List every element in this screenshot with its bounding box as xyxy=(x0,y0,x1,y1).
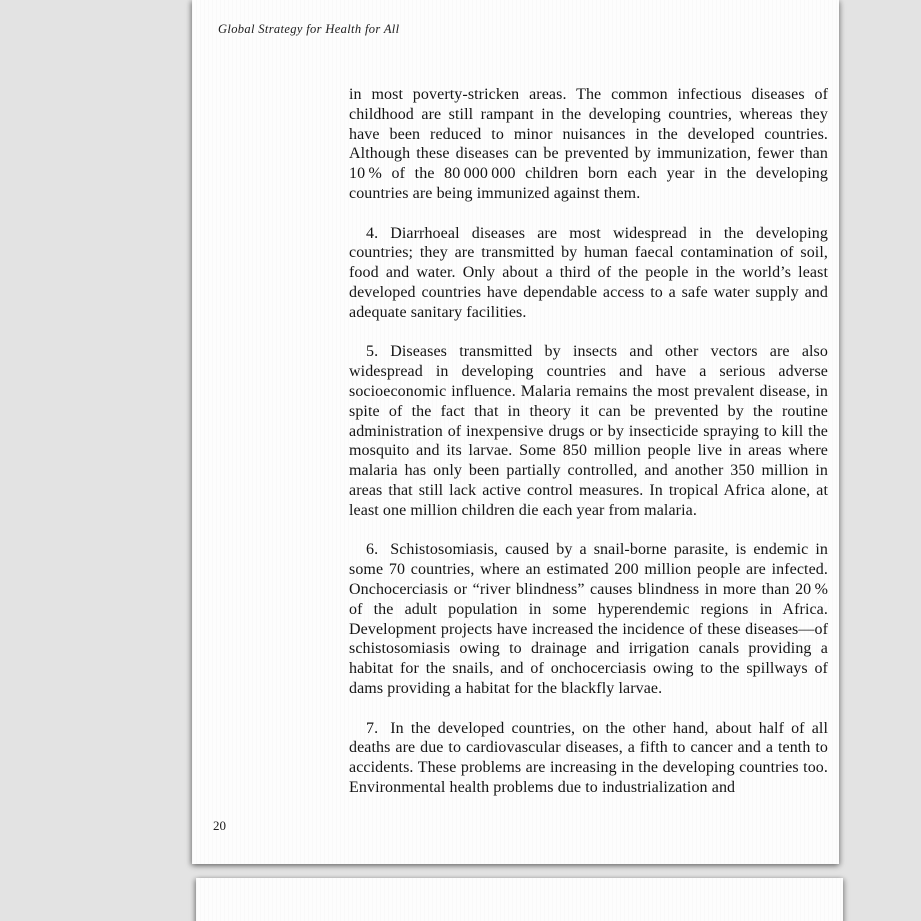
paragraph xyxy=(349,85,828,204)
paragraph-text: Schistosomiasis, caused by a snail-borne parasite, is endemic in some 70 countries, where an estimated 200 million people are infected. Onchocerciasis or “river blindness” causes blindness in more than 20 % of the adult population in some hyperendemic regions in Africa. Development projects have increased the incidence of these diseases—of schistosomiasis owing to drainage and irrigation canals providing a habitat for the snails, and of onchocerciasis owing to the spillways of dams providing a habitat for the blackfly larvae. xyxy=(349,541,828,697)
body-text-block xyxy=(349,85,828,798)
paragraph xyxy=(349,719,828,798)
paragraph-text: in most poverty-stricken areas. The common infectious diseases of childhood are still rampant in the developing countries, whereas they have been reduced to minor nuisances in the developed countries. Although these diseases can be prevented by immunization, fewer than 10 % of the 80 000 000 children born each year in the developing countries are being immunized against them. xyxy=(349,86,828,202)
paragraph xyxy=(349,540,828,698)
paragraph-number: 6. xyxy=(366,541,379,559)
paragraph-number: 7. xyxy=(366,719,379,737)
paragraph-text: Diarrhoeal diseases are most widespread in the developing countries; they are transmitted by human faecal contamination of soil, food and water. Only about a third of the people in the world’s least developed countries have dependable access to a safe water supply and adequate sanitary facilities. xyxy=(349,224,828,321)
paragraph-number: 4. xyxy=(366,224,379,242)
running-head: Global Strategy for Health for All xyxy=(218,22,400,36)
paragraph xyxy=(349,224,828,323)
paragraph xyxy=(349,342,828,520)
paragraph-text: In the developed countries, on the other hand, about half of all deaths are due to cardiovascular diseases, a fifth to cancer and a tenth to accidents. These problems are increasing in the developing countries too. Environmental health problems due to industrialization and xyxy=(349,719,828,796)
page-number: 20 xyxy=(213,818,226,833)
paragraph-number: 5. xyxy=(366,343,379,361)
document-page-20 xyxy=(192,0,839,864)
document-next-page-edge xyxy=(196,878,843,921)
paragraph-text: Diseases transmitted by insects and other vectors are also widespread in developing countries and have a serious adverse socioeconomic influence. Malaria remains the most prevalent disease, in spite of the fact that in theory it can be prevented by the routine administration of inexpensive drugs or by insecticide spraying to kill the mosquito and its larvae. Some 850 million people live in areas where malaria has only been partially controlled, and another 350 million in areas that still lack active control measures. In tropical Africa alone, at least one million children die each year from malaria. xyxy=(349,343,828,519)
